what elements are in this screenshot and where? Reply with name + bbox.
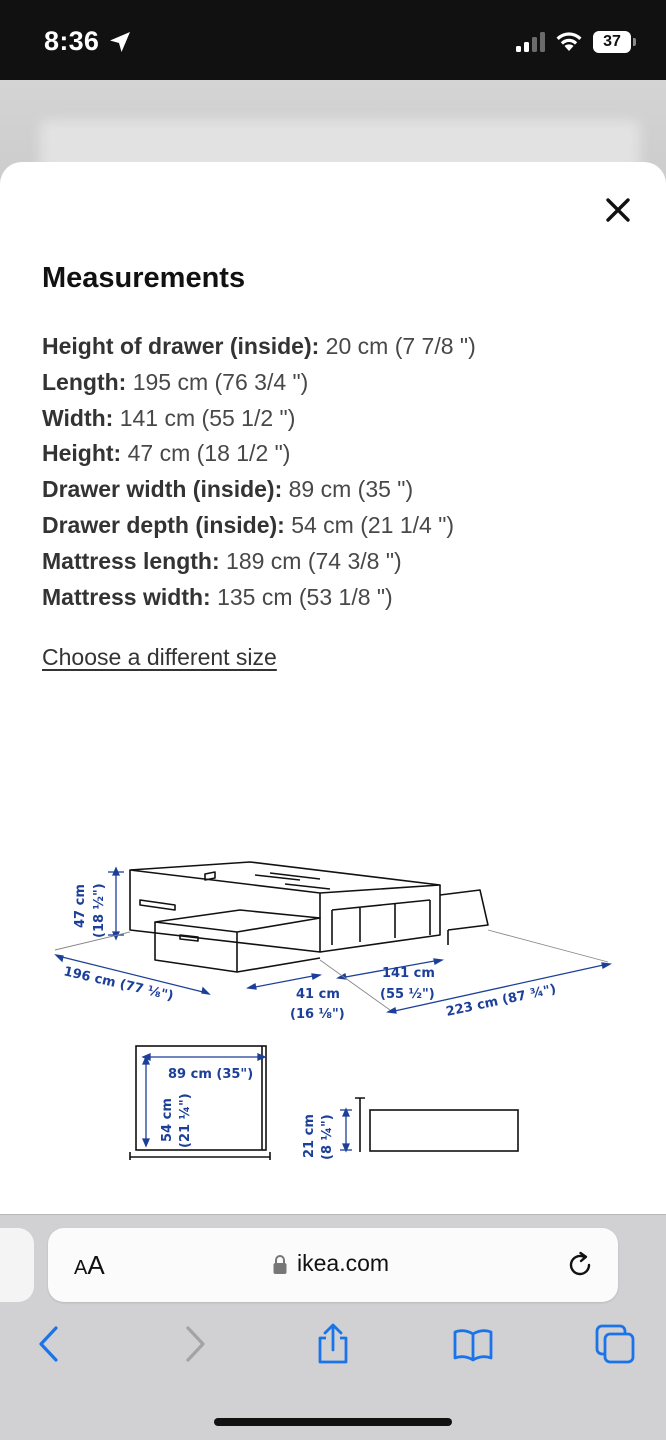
spec-value: 195 cm (76 3/4 ") <box>126 368 309 395</box>
spec-label: Length: <box>42 368 127 395</box>
width-in-label: (55 ½") <box>380 987 435 1002</box>
spec-row <box>42 544 642 580</box>
home-indicator[interactable] <box>214 1418 452 1426</box>
back-icon[interactable] <box>28 1322 72 1366</box>
spec-label: Width: <box>42 404 114 431</box>
url-text[interactable]: ikea.com <box>297 1250 390 1276</box>
close-button[interactable] <box>598 190 638 230</box>
status-bar <box>0 0 666 80</box>
aa-small-letter: A <box>74 1257 88 1279</box>
total-length-label: 223 cm (87 ¾") <box>444 981 558 1020</box>
spec-value: 20 cm (7 7/8 ") <box>319 333 476 359</box>
status-time: 8:36 <box>44 26 100 56</box>
drawer-ext-cm-label: 41 cm <box>296 987 340 1002</box>
height-in-label: (18 ½") <box>92 883 107 938</box>
width-cm-label: 141 cm <box>382 966 435 981</box>
drawer-height-cm-label: 21 cm <box>302 1114 317 1158</box>
battery-indicator: 37 <box>593 31 631 53</box>
dimension-diagram <box>40 830 630 1180</box>
spec-row <box>42 436 642 472</box>
spec-row <box>42 365 642 401</box>
drawer-depth-cm-label: 54 cm <box>160 1098 175 1142</box>
sheet-title: Measurements <box>42 262 246 294</box>
previous-tab-preview[interactable] <box>0 1228 34 1302</box>
drawer-height-in-label: (8 ¼") <box>320 1114 335 1160</box>
spec-value: 135 cm (53 1/8 ") <box>210 583 393 610</box>
spec-row <box>42 508 642 544</box>
spec-value: 47 cm (18 1/2 ") <box>121 440 291 467</box>
spec-label: Drawer width (inside): <box>42 476 283 503</box>
choose-different-size-link[interactable]: Choose a different size <box>42 644 277 670</box>
tabs-icon[interactable] <box>593 1322 637 1366</box>
spec-label: Mattress width: <box>42 583 211 610</box>
spec-label: Height of drawer (inside): <box>42 333 320 359</box>
reader-aa-button[interactable] <box>74 1250 105 1281</box>
spec-value: 54 cm (21 1/4 ") <box>284 511 455 538</box>
spec-label: Mattress length: <box>42 547 220 574</box>
spec-row <box>42 329 642 365</box>
close-icon <box>605 197 631 223</box>
spec-value: 141 cm (55 1/2 ") <box>113 404 296 431</box>
spec-label: Drawer depth (inside): <box>42 511 285 538</box>
drawer-ext-in-label: (16 ⅛") <box>290 1007 345 1022</box>
bookmarks-icon[interactable] <box>451 1322 495 1366</box>
length-label: 196 cm (77 ⅛") <box>62 964 175 1005</box>
wifi-icon <box>554 29 584 53</box>
spec-row <box>42 472 642 508</box>
drawer-depth-in-label: (21 ¼") <box>178 1093 193 1148</box>
spec-row <box>42 401 642 437</box>
spec-label: Height: <box>42 440 122 467</box>
location-arrow-icon <box>108 30 132 54</box>
share-icon[interactable] <box>311 1322 355 1366</box>
reload-icon[interactable] <box>565 1250 595 1280</box>
spec-value: 189 cm (74 3/8 ") <box>219 547 402 574</box>
drawer-width-label: 89 cm (35") <box>168 1067 254 1082</box>
aa-large-letter: A <box>87 1250 105 1280</box>
forward-icon[interactable] <box>172 1322 216 1366</box>
lock-icon <box>272 1254 288 1276</box>
battery-tip <box>633 38 636 46</box>
height-cm-label: 47 cm <box>73 884 88 928</box>
spec-value: 89 cm (35 ") <box>282 476 414 503</box>
spec-row <box>42 580 642 616</box>
spec-list <box>42 329 642 615</box>
cellular-signal-icon <box>514 31 548 53</box>
